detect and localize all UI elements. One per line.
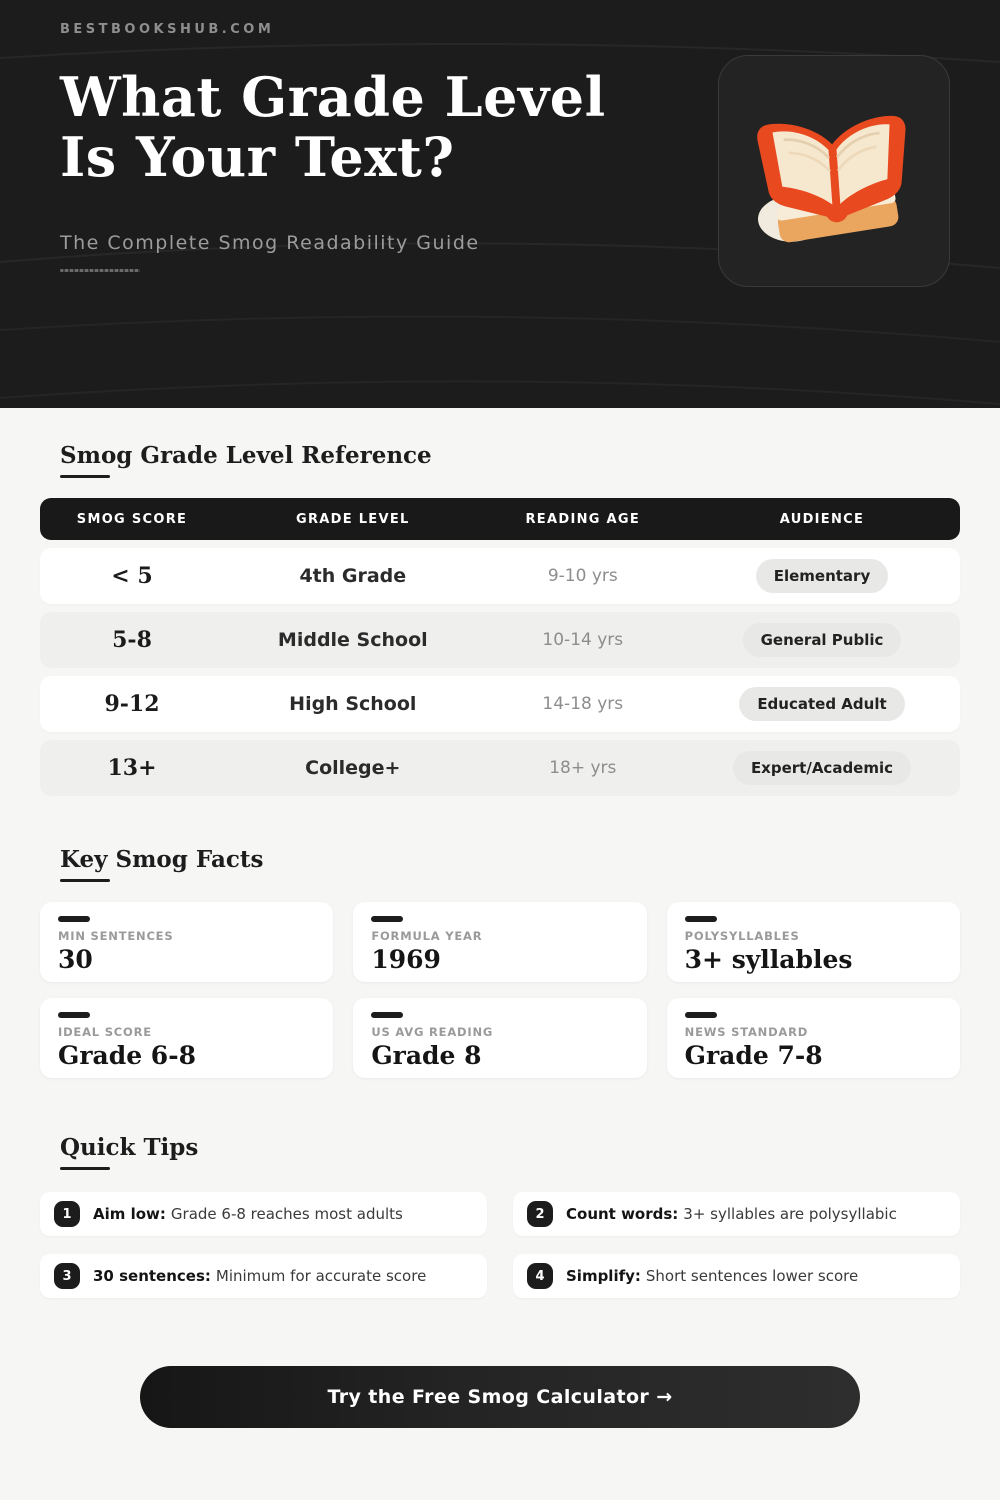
reference-section-heading: Smog Grade Level Reference [60,442,960,478]
table-header-row [40,498,960,540]
age-cell: 10-14 yrs [542,630,624,650]
page-title-line2: Is Your Text? [60,125,455,190]
fact-value: Grade 7-8 [684,1041,823,1070]
grade-cell: Middle School [277,629,428,651]
grade-cell: 4th Grade [299,565,407,587]
tip-number-badge: 2 [527,1201,553,1227]
audience-badge: Educated Adult [739,687,904,721]
fact-card [353,902,646,982]
fact-value: 30 [58,945,93,974]
column-header-audience: AUDIENCE [779,511,865,527]
smog-reference-table [40,498,960,796]
fact-label: NEWS STANDARD [684,1025,809,1039]
table-row [40,740,960,796]
fact-value: 1969 [371,945,441,974]
facts-section [40,846,960,1078]
score-cell: < 5 [111,563,153,589]
tip-label: Count words: [566,1205,679,1223]
tip-number-badge: 1 [54,1201,80,1227]
fact-value: 3+ syllables [684,945,853,974]
score-cell: 9-12 [104,691,160,717]
tip-number-badge: 3 [54,1263,80,1289]
score-cell: 5-8 [112,627,152,653]
tip-text: 3+ syllables are polysyllabic [683,1205,897,1223]
reference-section [40,442,960,796]
fact-dash-decoration [371,1012,403,1018]
heading-underline-decoration [60,1167,110,1170]
fact-card [667,902,960,982]
fact-dash-decoration [371,916,403,922]
open-book-icon [748,91,920,251]
fact-card [40,998,333,1078]
page-subtitle: The Complete Smog Readability Guide [60,231,480,254]
fact-label: MIN SENTENCES [58,929,174,943]
tips-section [40,1134,960,1298]
site-brand: BESTBOOKSHUB.COM [60,22,275,37]
grade-cell: High School [289,693,417,715]
fact-card [667,998,960,1078]
column-header-grade-level: GRADE LEVEL [295,511,410,527]
fact-dash-decoration [685,916,717,922]
tip-label: Simplify: [566,1267,641,1285]
tip-text: Short sentences lower score [645,1267,859,1285]
fact-card [353,998,646,1078]
fact-dash-decoration [58,1012,90,1018]
subtitle-underline-decoration [60,269,140,272]
tips-grid [40,1192,960,1298]
tip-card [40,1192,487,1236]
facts-section-heading: Key Smog Facts [60,846,960,882]
fact-card [40,902,333,982]
age-cell: 14-18 yrs [542,694,624,714]
main-content [0,442,1000,1428]
fact-dash-decoration [58,916,90,922]
age-cell: 18+ yrs [549,758,617,778]
fact-value: Grade 8 [371,1041,482,1070]
table-row [40,548,960,604]
tip-text: Minimum for accurate score [215,1267,427,1285]
tips-section-heading: Quick Tips [60,1134,960,1170]
fact-label: IDEAL SCORE [58,1025,152,1039]
table-row [40,676,960,732]
tip-label: Aim low: [93,1205,166,1223]
tip-number-badge: 4 [527,1263,553,1289]
heading-underline-decoration [60,879,110,882]
score-cell: 13+ [107,755,157,781]
facts-grid [40,902,960,1078]
fact-dash-decoration [685,1012,717,1018]
hero-header [0,0,1000,408]
grade-cell: College+ [305,757,401,779]
tip-card [513,1254,960,1298]
fact-label: US AVG READING [371,1025,494,1039]
heading-underline-decoration [60,475,110,478]
table-row [40,612,960,668]
book-icon-card [718,55,950,287]
audience-badge: General Public [743,623,902,657]
fact-label: FORMULA YEAR [371,929,483,943]
tip-text: Grade 6-8 reaches most adults [170,1205,403,1223]
tip-card [40,1254,487,1298]
fact-label: POLYSYLLABLES [684,929,800,943]
smog-calculator-cta-button[interactable]: Try the Free Smog Calculator → [140,1366,860,1428]
tip-card [513,1192,960,1236]
audience-badge: Elementary [756,559,889,593]
column-header-reading-age: READING AGE [525,511,641,527]
tip-label: 30 sentences: [93,1267,211,1285]
audience-badge: Expert/Academic [733,751,911,785]
age-cell: 9-10 yrs [547,566,618,586]
page-title-line1: What Grade Level [60,65,606,129]
column-header-smog-score: SMOG SCORE [76,511,188,527]
fact-value: Grade 6-8 [58,1041,196,1070]
